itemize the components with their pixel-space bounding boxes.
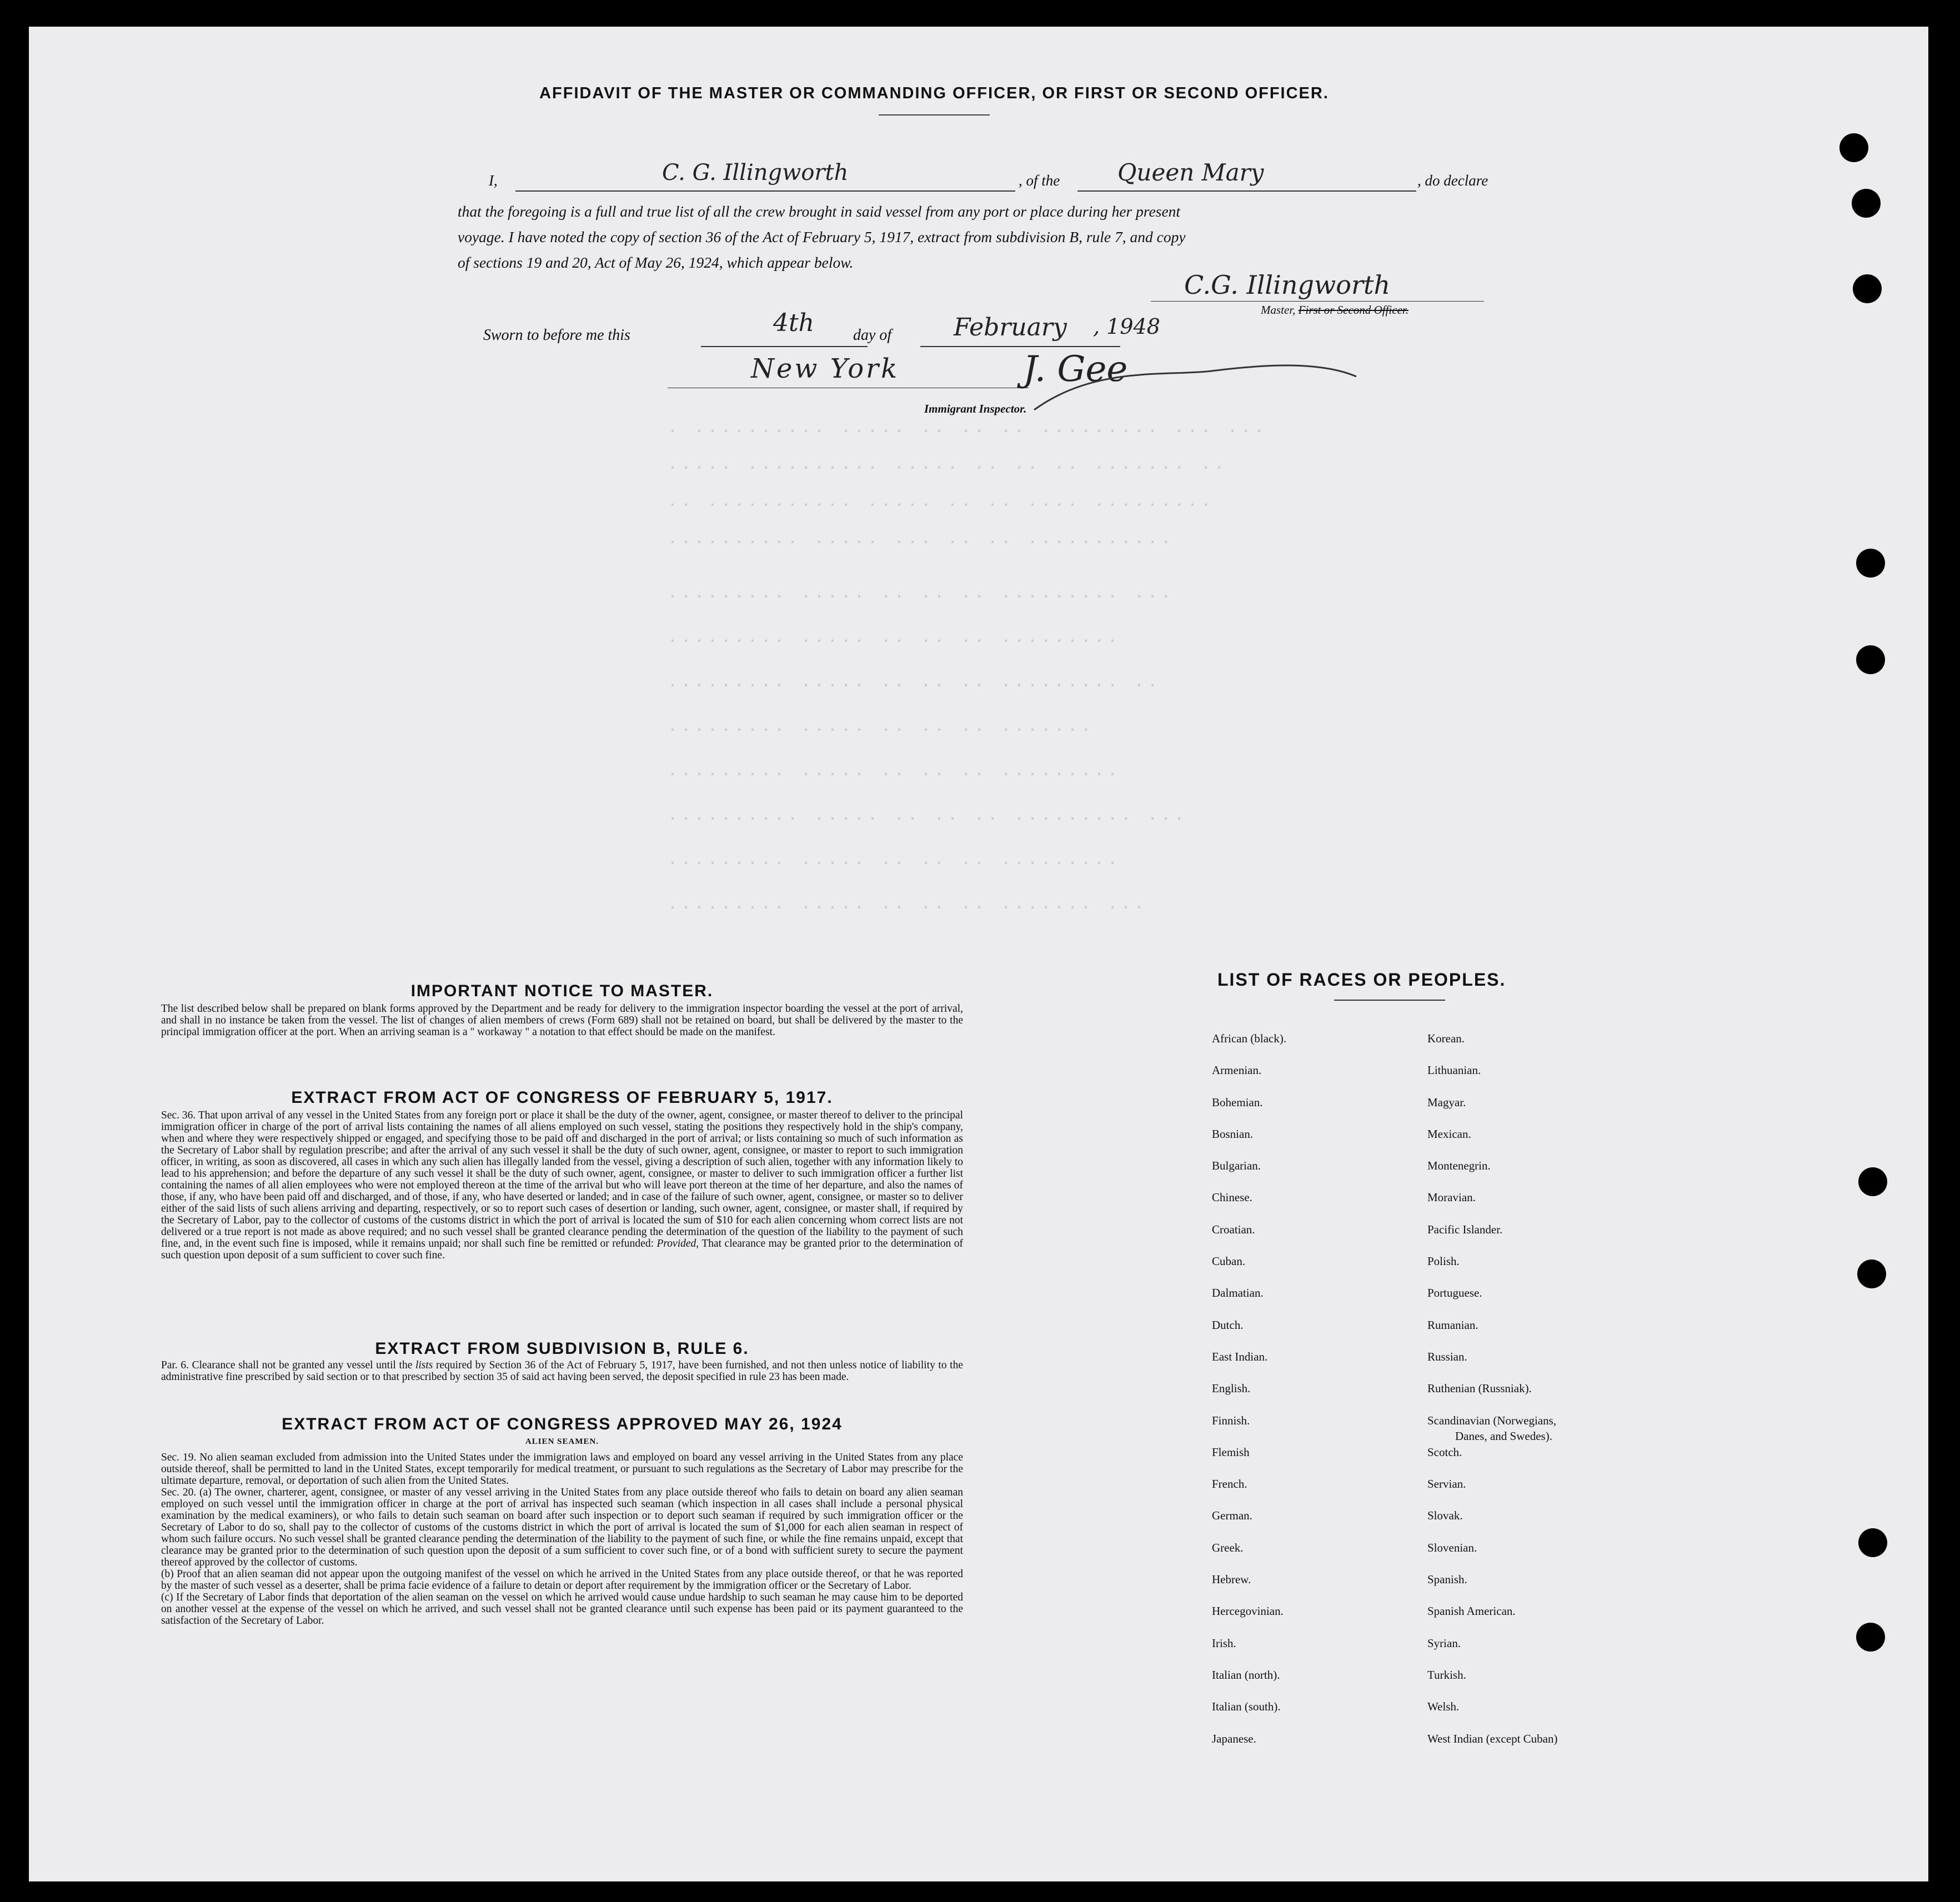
sworn-label: Sworn to before me this (483, 327, 630, 344)
year-value: , 1948 (1093, 314, 1160, 339)
extract-1917-text (161, 1110, 963, 1261)
affidavit-title: AFFIDAVIT OF THE MASTER OR COMMANDING OFFICER, OR FIRST OR SECOND OFFICER. (539, 84, 1329, 102)
extract-1924-sec19: Sec. 19. No alien seaman excluded from admission into the United States under the immigration laws and employed on board any vessel arriving in the United States from any place outside thereof, shall be permitted to land in the United States, except temporarily for medical treatment, or pursuant to such regulations as the Secretary of Labor may prescribe for the ultimate departure, removal, or deportation of such alien from the United States. (161, 1452, 963, 1487)
month-value: February (954, 313, 1067, 342)
punch-hole (1853, 274, 1882, 303)
extract-1924-sec20b: (b) Proof that an alien seaman did not appear upon the outgoing manifest of the vessel on which he arrived in the United States from any place outside thereof, or that he was reported by the master of such vessel as a deserter, shall be prima facie evidence of a failure to detain or deport after requirement by the immigration officer or the Secretary of Labor. (161, 1568, 963, 1592)
inspector-signature: J. Gee (1023, 349, 1128, 390)
race-item: Bohemian. (1212, 1095, 1263, 1109)
race-item: West Indian (except Cuban) (1427, 1732, 1558, 1745)
race-item: Italian (north). (1212, 1668, 1280, 1682)
race-item: Polish. (1427, 1254, 1460, 1268)
race-item: Greek. (1212, 1540, 1244, 1554)
extract-1924-subtitle: ALIEN SEAMEN. (525, 1437, 599, 1446)
race-item: Dutch. (1212, 1318, 1244, 1332)
race-item: Scandinavian (Norwegians, (1427, 1413, 1557, 1427)
race-item: Mexican. (1427, 1127, 1471, 1141)
race-item: Flemish (1212, 1445, 1250, 1459)
race-item: Syrian. (1427, 1636, 1461, 1650)
races-title-divider (1334, 1000, 1445, 1001)
vessel-field-line (1077, 190, 1416, 192)
extract-rule-title: EXTRACT FROM SUBDIVISION B, RULE 6. (375, 1339, 749, 1358)
day-of-label: day of (853, 327, 892, 344)
race-item: Finnish. (1212, 1413, 1250, 1427)
title-divider (879, 114, 990, 116)
race-item: French. (1212, 1477, 1247, 1491)
extract-rule-text (161, 1359, 963, 1383)
name-field-line (515, 190, 1015, 192)
signature-title-struck: First or Second Officer. (1298, 303, 1408, 317)
inspector-signature-flourish (1029, 354, 1362, 421)
race-item: East Indian. (1212, 1349, 1268, 1363)
race-item: Spanish. (1427, 1573, 1467, 1587)
punch-hole (1839, 133, 1868, 162)
race-item: Chinese. (1212, 1191, 1252, 1205)
signature-title-master: Master, (1261, 303, 1299, 317)
race-item: Hercegovinian. (1212, 1604, 1284, 1618)
race-item: English. (1212, 1382, 1251, 1396)
extract-1924-text (161, 1452, 963, 1627)
extract-1917-body-end: That clearance may be granted prior to the determination of such question upon deposit of a sum sufficient to cover such fine. (161, 1238, 964, 1261)
notice-title: IMPORTANT NOTICE TO MASTER. (410, 982, 714, 1000)
race-item: Russian. (1427, 1349, 1467, 1363)
affidavit-body-line-3: of sections 19 and 20, Act of May 26, 1924, which appear below. (458, 254, 854, 271)
notice-text: The list described below shall be prepared on blank forms approved by the Department and be ready for delivery to the immigration inspector boarding the vessel at the port of arrival, and shall in no instance be taken from the vessel. The list of changes of alien members of crews (Form 689) shall not be retained on board, but shall be delivered by the master to the principal immigration officer at the port. When an arriving seaman is a " workaway " a notation to that effect should be made on the manifest. (161, 1003, 963, 1038)
punch-hole (1857, 1259, 1886, 1288)
extract-rule-body-end: required by Section 36 of the Act of February 5, 1917, have been furnished, and not then unless notice of liability to the administrative fine prescribed by said section or to that prescribed by section 35 of said act having been served, the deposit specified in rule 23 has been made. (161, 1359, 964, 1383)
affidavit-of-the: , of the (1019, 172, 1060, 189)
race-item: Lithuanian. (1427, 1063, 1481, 1077)
races-column-1 (1212, 1032, 1286, 1764)
race-item: Croatian. (1212, 1222, 1255, 1236)
race-item: Cuban. (1212, 1254, 1246, 1268)
day-value: 4th (773, 309, 815, 337)
master-signature: C.G. Illingworth (1184, 270, 1391, 300)
race-item: Bulgarian. (1212, 1159, 1261, 1173)
signature-title (1261, 303, 1408, 317)
race-item: Irish. (1212, 1636, 1236, 1650)
master-name: C. G. Illingworth (662, 160, 849, 185)
race-item: Moravian. (1427, 1191, 1476, 1205)
race-item: Scotch. (1427, 1445, 1462, 1459)
race-item: Rumanian. (1427, 1318, 1478, 1332)
day-field-line (701, 346, 868, 347)
punch-hole (1858, 1528, 1887, 1557)
extract-1924-sec20a: Sec. 20. (a) The owner, charterer, agent, consignee, or master of any vessel arriving in the United States from any place outside thereof who fails to detain on board any alien seaman employed on such vessel until the immigration officer in charge at the port of arrival has inspected such seaman (which inspection in all cases shall include a personal physical examination by the medical examiners), or who fails to detain such seaman on board after such inspection or to deport such seaman if required by such immigration officer or the Secretary of Labor to do so, shall pay to the collector of customs of the customs district in which the port of arrival is located the sum of $1,000 for each alien seaman in respect of whom such failure occurs. No such vessel shall be granted clearance pending the determination of the liability to the payment of such fine, or while the fine remains unpaid, except that clearance may be granted prior to the determination of such question upon the deposit of a sum sufficient to cover such fine, or of a bond with sufficient surety to secure the payment thereof approved by the collector of customs. (161, 1487, 963, 1568)
extract-1924-title: EXTRACT FROM ACT OF CONGRESS APPROVED MAY 26, 1924 (282, 1415, 843, 1433)
race-item: German. (1212, 1509, 1252, 1523)
race-item: Spanish American. (1427, 1604, 1516, 1618)
race-item: Montenegrin. (1427, 1159, 1491, 1173)
extract-rule-lists: lists (415, 1359, 433, 1371)
race-item: Armenian. (1212, 1063, 1262, 1077)
affidavit-do-declare: , do declare (1417, 172, 1488, 189)
affidavit-body-line-2: voyage. I have noted the copy of section 36 of the Act of February 5, 1917, extract from subdivision B, rule 7, and copy (458, 228, 1186, 245)
races-column-2 (1427, 1032, 1557, 1764)
race-item: Slovak. (1427, 1509, 1463, 1523)
race-item: Slovenian. (1427, 1540, 1477, 1554)
extract-1917-provided: Provided, (656, 1238, 699, 1249)
race-item: African (black). (1212, 1032, 1287, 1045)
race-item: Hebrew. (1212, 1573, 1251, 1587)
extract-1917-body: Sec. 36. That upon arrival of any vessel in the United States from any foreign port or place it shall be the duty of the owner, agent, consignee, or master thereof to deliver to the principal immigration officer in charge of the port of arrival lists containing the names of all aliens employed on such vessel, stating the positions they respectively hold in the ship's company, when and where they were respectively shipped or engaged, and specifying those to be paid off and discharged in the port of arrival; or lists containing so much of such information as the Secretary of Labor shall by regulation prescribe; and after the arrival of any such vessel it shall be the duty of such owner, agent, consignee, or master to report to such immigration officer, in writing, as soon as discovered, all cases in which any such alien has illegally landed from the vessel, giving a description of such alien, together with any information likely to lead to his apprehension; and before the departure of any such vessel it shall be the duty of such owner, agent, consignee, or master to deliver to such immigration officer a further list containing the names of all alien employees who were not employed thereon at the time of the arrival but who will leave port thereon at the time of her departure, and also the names of those, if any, who have been paid off and discharged, and of those, if any, who have deserted or landed; and in case of the failure of such owner, agent, consignee, or master so to deliver either of the said lists of such aliens arriving and departing, respectively, or so to report such cases of desertion or landing, such owner, agent, consignee, or master shall, if required by the Secretary of Labor, pay to the collector of customs of the customs district in which the port of arrival is located the sum of $10 for each alien concerning whom correct lists are not delivered or a true report is not made as above required; and no such vessel shall be granted clearance pending the determination of the question of the liability to the payment of such fine, and, in the event such fine is imposed, while it remains unpaid; nor shall such fine be remitted or refunded: (161, 1110, 963, 1249)
race-item: Turkish. (1427, 1668, 1466, 1682)
place-value: New York (751, 353, 900, 384)
race-item: Ruthenian (Russniak). (1427, 1382, 1532, 1396)
races-title: LIST OF RACES OR PEOPLES. (1217, 970, 1506, 990)
affidavit-i-label: I, (489, 172, 498, 189)
race-item: Portuguese. (1427, 1286, 1482, 1300)
races-continuation: Danes, and Swedes). (1455, 1429, 1552, 1443)
race-item: Pacific Islander. (1427, 1222, 1503, 1236)
document-page: · ·········· ····· ·· ·· ·· ········· ··· ··· ····· ·········· ····· ·· ·· ·· ······· ·· ·· ··········· ····· ·· ·· ···· ········· ·········· ····· ··· ·· ·· ··········· ········· ····· ·· ·· ·· ········· ··· ········· ····· ·· ·· ·· ········· ········· ····· ·· ·· ·· ········· ·· ········· ····· ·· ·· ·· ······· ········· ····· ·· ·· ·· ········· ·········· ····· ·· ·· ·· ········· ··· ········· ····· ·· ·· ·· ········· ········· ····· ·· ·· ·· ······· ··· AFFIDAVIT OF THE MASTER OR COMMANDING OFFICER, OR FIRST OR SECOND OFFICER. I, C. G. Illingworth , of the Queen Mary , do declare that the foregoing is a full and true list of all the crew brought in said vessel from any port or place during her present voyage. I have noted the copy of section 36 of the Act of February 5, 1917, extract from subdivision B, rule 7, and copy of sections 19 and 20, Act of May 26, 1924, which appear below. C.G. Illingworth Master, First or Second Officer. Sworn to before me this 4th day of February , 1948 New York J. Gee Immigrant Inspector. IMPORTANT NOTICE TO MASTER. The list described below shall be prepared on blank forms approved by the Department and be ready for delivery to the immigration inspector boarding the vessel at the port of arrival, and shall in no instance be taken from the vessel. The list of changes of alien members of crews (Form 689) shall not be retained on board, but shall be delivered by the master to the principal immigration officer at the port. When an arriving seaman is a " workaway " a notation to that effect should be made on the manifest. EXTRACT FROM ACT OF CONGRESS OF FEBRUARY 5, 1917. Sec. 36. That upon arrival of any vessel in the United States from any foreign port or place it shall be the duty of the owner, agent, consignee, or master thereof to deliver to the principal immigration officer in charge of the port of arrival lists containing the names of all aliens employed on such vessel, stating the positions they respectively hold in the ship's company, when and where they were respectively shipped or engaged, and specifying those to be paid off and discharged in the port of arrival; or lists containing so much of such information as the Secretary of Labor shall by regulation prescribe; and after the arrival of any such vessel it shall be the duty of such owner, agent, consignee, or master to report to such immigration officer, in writing, as soon as discovered, all cases in which any such alien has illegally landed from the vessel, giving a description of such alien, together with any information likely to lead to his apprehension; and before the departure of any such vessel it shall be the duty of such owner, agent, consignee, or master to deliver to such immigration officer a further list containing the names of all alien employees who were not employed thereon at the time of the arrival but who will leave port thereon at the time of her departure, and also the names of those, if any, who have been paid off and discharged, and of those, if any, who have deserted or landed; and in case of the failure of such owner, agent, consignee, or master so to deliver either of the said lists of such aliens arriving and departing, respectively, or so to report such cases of desertion or landing, such owner, agent, consignee, or master shall, if required by the Secretary of Labor, pay to the collector of customs of the customs district in which the port of arrival is located the sum of $10 for each alien concerning whom correct lists are not delivered or a true report is not made as above required; and no such vessel shall be granted clearance pending the determination of the question of the liability to the payment of such fine, and, in the event such fine is imposed, while it remains unpaid; nor shall such fine be remitted or refunded: Provided, That clearance may be granted prior to the determination of such question upon deposit of a sum sufficient to cover such fine. EXTRACT FROM SUBDIVISION B, RULE 6. Par. 6. Clearance shall not be granted any vessel until the lists required by Section 36 of the Act of February 5, 1917, have been furnished, and not then unless notice of liability to the administrative fine prescribed by said section or to that prescribed by section 35 of said act having been served, the deposit specified in rule 23 has been made. EXTRACT FROM ACT OF CONGRESS APPROVED MAY 26, 1924 ALIEN SEAMEN. Sec. 19. No alien seaman excluded from admission into the United States under the immigration laws and employed on board any vessel arriving in the United States from any place outside thereof, shall be permitted to land in the United States, except temporarily for medical treatment, or pursuant to such regulations as the Secretary of Labor may prescribe for the ultimate departure, removal, or deportation of such alien from the United States. Sec. 20. (a) The owner, charterer, agent, consignee, or master of any vessel arriving in the United States from any place outside thereof who fails to detain on board any alien seaman employed on such vessel until the immigration officer in charge at the port of arrival has inspected such seaman (which inspection in all cases shall include a personal physical examination by the medical examiners), or who fails to detain such seaman on board after such inspection or to deport such seaman if required by such immigration officer or the Secretary of Labor to do so, shall pay to the collector of customs of the customs district in which the port of arrival is located the sum of $1,000 for each alien seaman in respect of whom such failure occurs. No such vessel shall be granted clearance pending the determination of the liability to the payment of such fine, or while the fine remains unpaid, except that clearance may be granted prior to the determination of such question upon the deposit of a sum sufficient to cover such fine, or of a bond with sufficient surety to secure the payment thereof approved by the collector of customs. (b) Proof that an alien seaman did not appear upon the outgoing manifest of the vessel on which he arrived in the United States from any place outside thereof, or that he was reported by the master of such vessel as a deserter, shall be prima facie evidence of a failure to detain or deport after requirement by the immigration officer or the Secretary of Labor. (c) If the Secretary of Labor finds that deportation of the alien seaman on the vessel on which he arrived would cause undue hardship to such seaman he may cause him to be deported on another vessel at the expense of the vessel on which he arrived, and such vessel shall not be granted clearance until such expense has been paid or its payment guaranteed to the satisfaction of the Secretary of Labor. LIST OF RACES OR PEOPLES. African (black). Armenian. Bohemian. Bosnian. Bulgarian. Chinese. Croatian. Cuban. Dalmatian. Dutch. East Indian. English. Finnish. Flemish French. German. Greek. Hebrew. Hercegovinian. Irish. Italian (north). Italian (south). Japanese. Korean. Lithuanian. Magyar. Mexican. Montenegrin. Moravian. Pacific Islander. Polish. Portuguese. Rumanian. Russian. Ruthenian (Russniak). Scandinavian (Norwegians, Scotch. Servian. Slovak. Slovenian. Spanish. Spanish American. Syrian. Turkish. Welsh. West Indian (except Cuban) Danes, and Swedes). (29, 27, 1928, 1881)
race-item: Servian. (1427, 1477, 1466, 1491)
extract-1917-title: EXTRACT FROM ACT OF CONGRESS OF FEBRUARY 5, 1917. (291, 1088, 833, 1107)
inspector-label: Immigrant Inspector. (924, 402, 1027, 415)
affidavit-body (458, 199, 1186, 275)
punch-hole (1852, 189, 1881, 218)
race-item: Japanese. (1212, 1732, 1256, 1745)
race-item: Korean. (1427, 1032, 1465, 1045)
month-field-line (920, 346, 1120, 347)
signature-line (1151, 301, 1484, 302)
vessel-name: Queen Mary (1117, 159, 1264, 186)
race-item: Welsh. (1427, 1700, 1460, 1714)
extract-1924-sec20c: (c) If the Secretary of Labor finds that deportation of the alien seaman on the vessel on which he arrived would cause undue hardship to such seaman he may cause him to be deported on another vessel at the expense of the vessel on which he arrived, and such vessel shall not be granted clearance until such expense has been paid or its payment guaranteed to the satisfaction of the Secretary of Labor. (161, 1592, 963, 1627)
extract-rule-body: Par. 6. Clearance shall not be granted any vessel until the (161, 1359, 413, 1371)
race-item: Italian (south). (1212, 1700, 1281, 1714)
race-item: Magyar. (1427, 1095, 1466, 1109)
punch-hole (1856, 549, 1885, 578)
race-item: Bosnian. (1212, 1127, 1254, 1141)
race-item: Dalmatian. (1212, 1286, 1264, 1300)
punch-hole (1856, 1623, 1885, 1652)
affidavit-body-line-1: that the foregoing is a full and true list of all the crew brought in said vessel from any port or place during her present (458, 203, 1181, 220)
punch-hole (1858, 1167, 1887, 1196)
punch-hole (1856, 645, 1885, 674)
